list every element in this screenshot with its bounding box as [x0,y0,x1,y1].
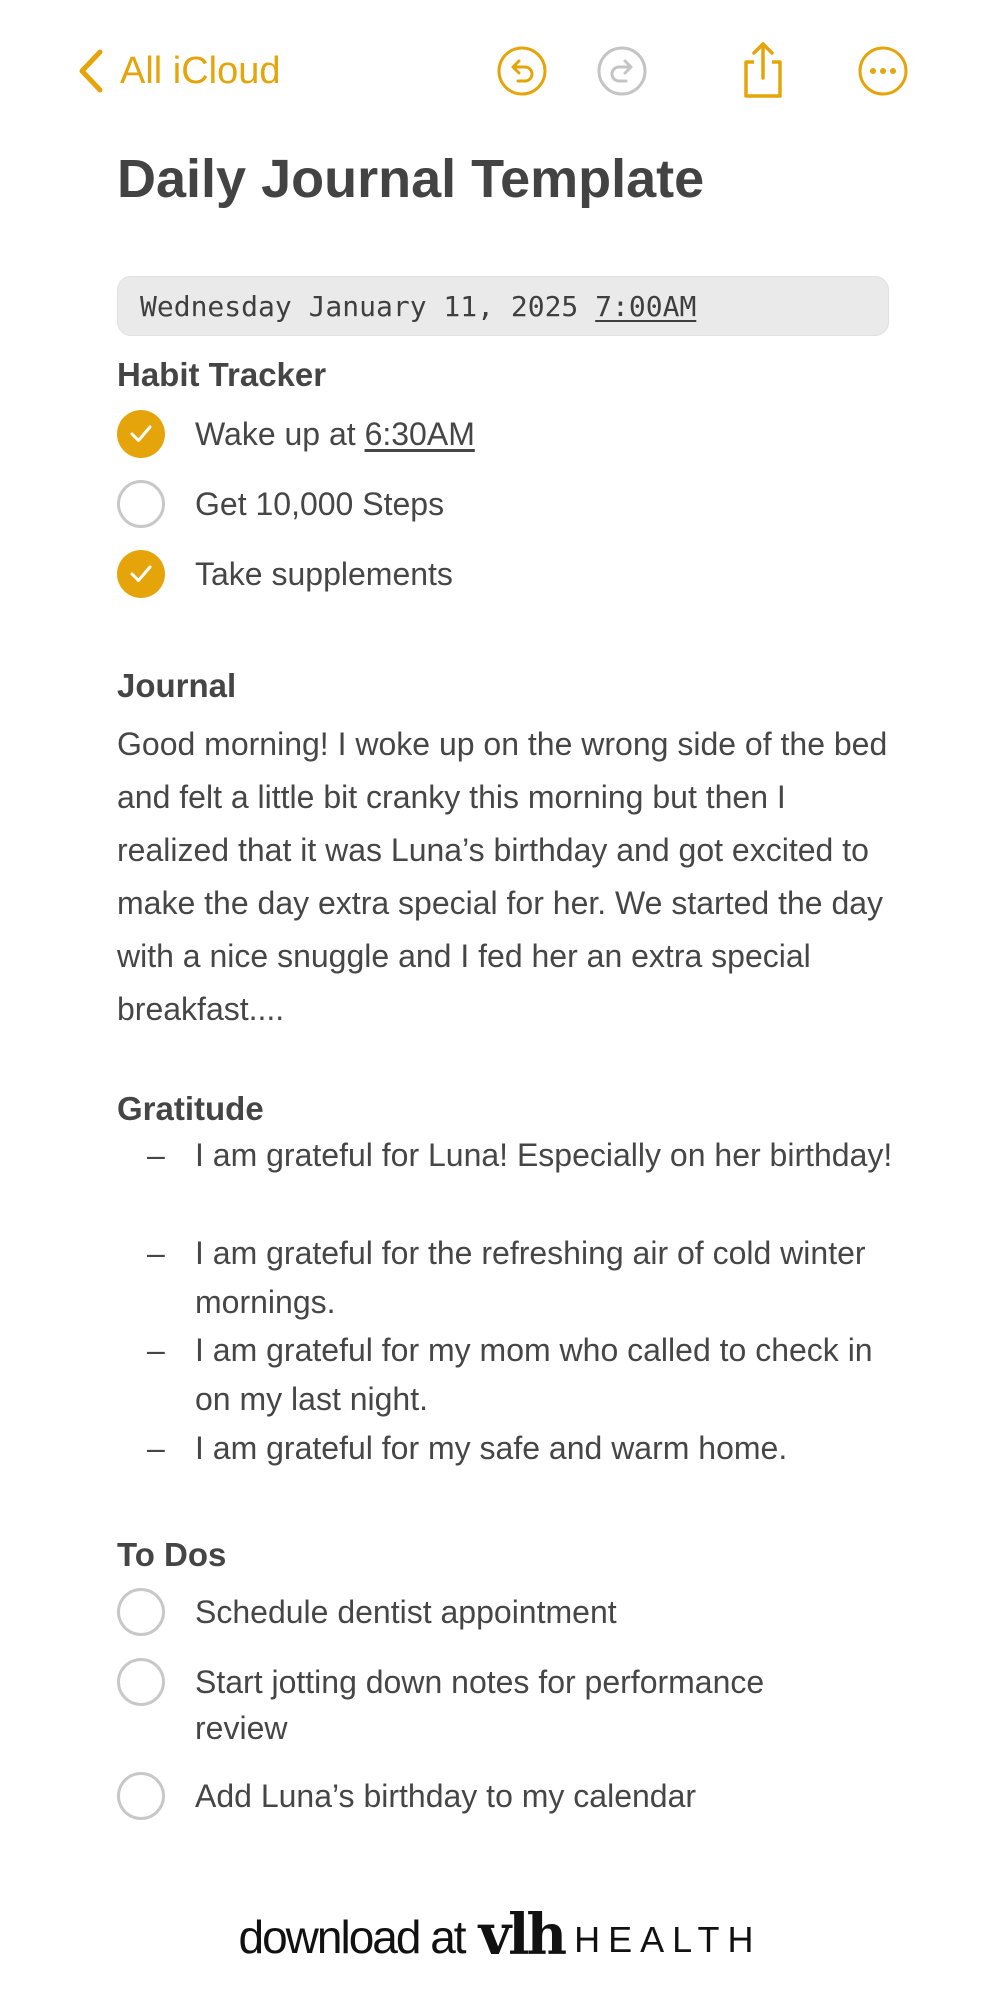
todo-item-text: Start jotting down notes for performance review [195,1664,765,1746]
habit-time-link[interactable]: 6:30AM [364,416,475,452]
todo-item [117,1772,897,1820]
undo-button[interactable] [496,45,548,97]
vlh-logo-mark: vlh [478,1902,565,1968]
dash-bullet: – [147,1235,165,1271]
back-label: All iCloud [120,49,281,92]
share-icon [737,40,789,100]
todo-checkbox[interactable] [117,1658,165,1706]
redo-icon [596,45,648,97]
todo-checkbox[interactable] [117,1588,165,1636]
undo-icon [496,45,548,97]
brand-logo [478,1902,762,1968]
chevron-left-icon [76,48,106,94]
habit-tracker-heading: Habit Tracker [117,356,327,393]
share-button[interactable] [737,40,789,100]
dash-bullet: – [147,1430,165,1466]
dash-bullet: – [147,1137,165,1173]
download-footer [0,1902,1000,1968]
footer-text: download at [238,1911,465,1964]
journal-body: Good morning! I woke up on the wrong side of the bed and felt a little bit cranky this morning but then I realized that it was Luna’s birthday and got excited to make the day extra special for her. We started the day with a nice snuggle and I fed her an extra special breakfast.... [117,726,888,1027]
habit-item-text: Wake up at [195,416,365,452]
journal-heading: Journal [117,667,237,704]
todo-item-text: Add Luna’s birthday to my calendar [195,1778,697,1814]
gratitude-item [147,1424,907,1473]
gratitude-heading: Gratitude [117,1090,264,1127]
brand-word: HEALTH [574,1919,762,1961]
gratitude-item-text: I am grateful for the refreshing air of cold winter mornings. [195,1235,866,1320]
todo-item-text: Schedule dentist appointment [195,1594,617,1630]
habit-item [117,550,897,598]
date-block[interactable] [117,276,889,336]
back-button[interactable] [76,48,281,94]
date-text: Wednesday January 11, 2025 [140,289,579,323]
todo-checkbox[interactable] [117,1772,165,1820]
more-icon [857,45,909,97]
habit-item-text: Take supplements [195,556,453,592]
habit-item [117,410,897,458]
todo-item [117,1588,897,1636]
note-title[interactable]: Daily Journal Template [117,149,705,209]
redo-button[interactable] [596,45,648,97]
habit-item [117,480,897,528]
todo-item [117,1658,897,1751]
checkmark-icon [128,561,154,587]
habit-checkbox-checked[interactable] [117,550,165,598]
note-toolbar [0,0,1000,140]
habit-item-text: Get 10,000 Steps [195,486,445,522]
gratitude-item-text: I am grateful for my mom who called to check in on my last night. [195,1332,873,1417]
more-button[interactable] [857,45,909,97]
habit-item-label [195,411,475,457]
gratitude-item [147,1131,907,1180]
gratitude-item [147,1229,907,1327]
gratitude-item-text: I am grateful for Luna! Especially on her birthday! [195,1137,893,1173]
dash-bullet: – [147,1332,165,1368]
time-link[interactable]: 7:00AM [595,289,697,323]
gratitude-item [147,1326,907,1424]
gratitude-item-text: I am grateful for my safe and warm home. [195,1430,788,1466]
habit-checkbox-checked[interactable] [117,410,165,458]
todos-heading: To Dos [117,1536,227,1573]
habit-checkbox-unchecked[interactable] [117,480,165,528]
checkmark-icon [128,421,154,447]
